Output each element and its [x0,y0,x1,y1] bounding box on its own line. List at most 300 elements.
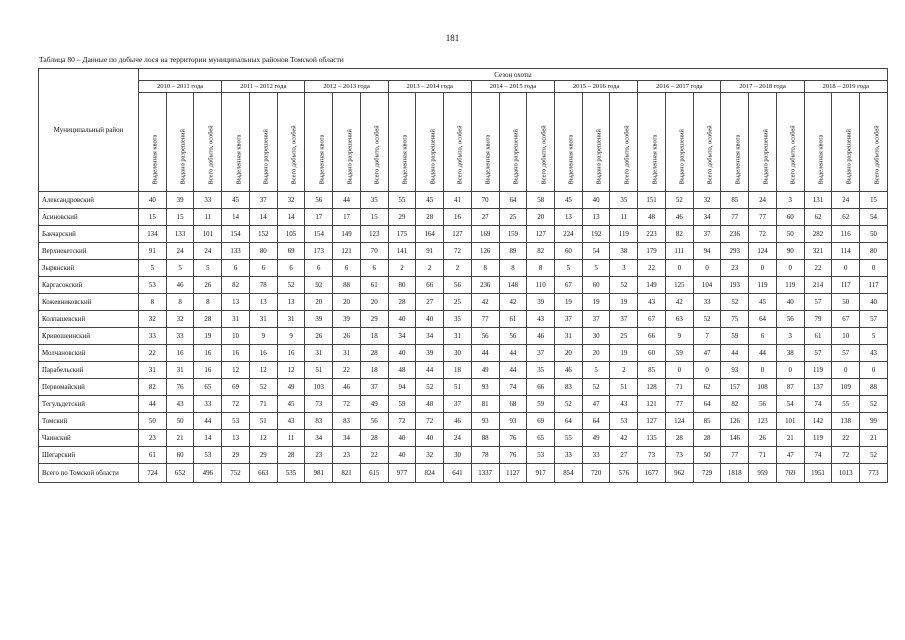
table-cell: 56 [776,311,804,328]
table-cell: 69 [527,413,555,430]
table-cell: 28 [388,294,416,311]
table-cell: 5 [194,260,222,277]
table-cell: 57 [804,345,832,362]
table-cell: 37 [693,226,721,243]
total-label: Всего по Томской области [39,464,139,483]
table-cell: 917 [527,464,555,483]
table-cell: 64 [499,192,527,209]
table-cell: 82 [139,379,167,396]
table-cell: 76 [499,447,527,464]
table-cell: 109 [832,379,860,396]
sub-column-header [499,93,527,192]
table-row [39,362,888,379]
table-cell: 0 [749,260,777,277]
table-cell: 321 [804,243,832,260]
table-cell: 66 [527,379,555,396]
table-row [39,328,888,345]
table-cell: 959 [749,464,777,483]
table-cell: 91 [416,243,444,260]
table-cell: 40 [388,430,416,447]
table-cell: 128 [638,379,666,396]
table-cell: 21 [860,430,888,447]
table-cell: 38 [776,345,804,362]
table-cell: 78 [249,277,277,294]
table-cell: 282 [804,226,832,243]
table-cell: 80 [249,243,277,260]
table-cell: 39 [416,345,444,362]
table-cell: 116 [832,226,860,243]
table-cell: 32 [416,447,444,464]
table-cell: 119 [749,277,777,294]
municipality-name: Колпашевский [39,311,139,328]
table-cell: 64 [749,311,777,328]
table-cell: 26 [333,328,361,345]
table-cell: 12 [277,362,305,379]
table-cell: 42 [610,430,638,447]
table-cell: 64 [555,413,583,430]
sub-column-header [693,93,721,192]
table-row [39,311,888,328]
table-cell: 49 [582,430,610,447]
season-year-header: 2013 – 2014 года [388,81,471,93]
table-row [39,345,888,362]
table-cell: 32 [693,192,721,209]
table-cell: 37 [527,345,555,362]
table-row [39,379,888,396]
table-cell: 5 [860,328,888,345]
table-cell: 33 [693,294,721,311]
table-cell: 10 [222,328,250,345]
table-cell: 39 [305,311,333,328]
sub-column-header [305,93,333,192]
sub-column-header [333,93,361,192]
sub-column-header [471,93,499,192]
table-cell: 141 [388,243,416,260]
table-cell: 29 [388,209,416,226]
table-cell: 34 [388,328,416,345]
table-cell: 64 [582,413,610,430]
table-cell: 127 [444,226,472,243]
table-cell: 142 [804,413,832,430]
table-cell: 123 [360,226,388,243]
municipality-name: Верхнекетский [39,243,139,260]
table-cell: 43 [166,396,194,413]
table-cell: 44 [333,192,361,209]
table-cell: 44 [721,345,749,362]
municipality-name: Шегарский [39,447,139,464]
table-cell: 30 [444,447,472,464]
table-cell: 11 [194,209,222,226]
table-cell: 824 [416,464,444,483]
table-cell: 981 [305,464,333,483]
table-cell: 8 [471,260,499,277]
table-cell: 49 [277,379,305,396]
table-cell: 76 [166,379,194,396]
table-cell: 108 [749,379,777,396]
sub-column-label: Выдано разрешений [179,129,187,185]
table-cell: 2 [388,260,416,277]
table-cell: 56 [305,192,333,209]
table-cell: 55 [832,396,860,413]
table-cell: 56 [471,328,499,345]
table-cell: 53 [610,413,638,430]
table-cell: 22 [360,447,388,464]
table-cell: 8 [139,294,167,311]
table-cell: 40 [860,294,888,311]
table-cell: 72 [333,396,361,413]
table-cell: 236 [721,226,749,243]
table-cell: 8 [527,260,555,277]
table-cell: 159 [499,226,527,243]
table-cell: 59 [388,396,416,413]
sub-column-label: Выделенная квота [567,134,575,185]
sub-column-label: Выделенная квота [651,134,659,185]
table-cell: 44 [499,345,527,362]
table-cell: 16 [166,345,194,362]
table-cell: 83 [555,379,583,396]
sub-column-label: Выдано разрешений [678,129,686,185]
table-cell: 101 [194,226,222,243]
table-cell: 2 [610,362,638,379]
table-cell: 42 [665,294,693,311]
table-cell: 61 [360,277,388,294]
table-cell: 164 [416,226,444,243]
sub-column-label: Выдано разрешений [429,129,437,185]
table-cell: 31 [222,311,250,328]
table-cell: 67 [832,311,860,328]
table-cell: 138 [832,413,860,430]
table-cell: 8 [499,260,527,277]
table-cell: 94 [693,243,721,260]
table-cell: 46 [527,328,555,345]
table-cell: 34 [693,209,721,226]
table-cell: 72 [444,243,472,260]
sub-column-header [527,93,555,192]
table-cell: 20 [305,294,333,311]
table-cell: 94 [388,379,416,396]
table-cell: 53 [527,447,555,464]
table-cell: 2 [416,260,444,277]
table-cell: 29 [360,311,388,328]
season-year-header: 2018 – 2019 года [804,81,887,93]
table-cell: 15 [139,209,167,226]
table-cell: 7 [693,328,721,345]
sub-column-header [804,93,832,192]
table-cell: 154 [305,226,333,243]
table-cell: 121 [333,243,361,260]
total-row [39,464,888,483]
table-cell: 56 [360,413,388,430]
table-cell: 60 [555,243,583,260]
table-cell: 52 [582,379,610,396]
table-cell: 0 [776,362,804,379]
table-cell: 28 [360,430,388,447]
table-cell: 1337 [471,464,499,483]
table-cell: 39 [166,192,194,209]
table-cell: 27 [610,447,638,464]
table-cell: 62 [832,209,860,226]
table-cell: 23 [139,430,167,447]
table-cell: 37 [582,311,610,328]
table-cell: 3 [610,260,638,277]
table-cell: 729 [693,464,721,483]
table-cell: 5 [166,260,194,277]
table-cell: 48 [638,209,666,226]
table-cell: 0 [665,362,693,379]
season-year-header: 2010 – 2011 года [139,81,222,93]
table-cell: 31 [305,345,333,362]
municipality-name: Молчановский [39,345,139,362]
table-cell: 137 [804,379,832,396]
table-cell: 57 [860,311,888,328]
municipality-name: Кривошеинский [39,328,139,345]
table-cell: 126 [471,243,499,260]
table-cell: 53 [194,447,222,464]
table-cell: 31 [249,311,277,328]
page-number: 181 [445,33,460,43]
table-cell: 32 [139,311,167,328]
table-cell: 214 [804,277,832,294]
table-cell: 49 [360,396,388,413]
table-cell: 18 [360,328,388,345]
sub-column-header [860,93,888,192]
table-cell: 50 [832,294,860,311]
table-cell: 126 [721,413,749,430]
table-cell: 44 [749,345,777,362]
table-cell: 60 [776,209,804,226]
table-cell: 103 [305,379,333,396]
table-cell: 6 [333,260,361,277]
table-cell: 54 [860,209,888,226]
table-cell: 60 [638,345,666,362]
sub-column-label: Выделенная квота [734,134,742,185]
table-cell: 70 [471,192,499,209]
table-cell: 0 [749,362,777,379]
table-cell: 13 [222,294,250,311]
table-cell: 87 [776,379,804,396]
table-cell: 0 [693,260,721,277]
sub-column-label: Всего добыто, особей [789,125,797,185]
table-cell: 105 [277,226,305,243]
table-cell: 59 [721,328,749,345]
table-cell: 5 [582,260,610,277]
table-cell: 78 [471,447,499,464]
table-cell: 134 [139,226,167,243]
table-cell: 40 [139,192,167,209]
table-cell: 47 [776,447,804,464]
table-cell: 60 [582,277,610,294]
table-cell: 26 [194,277,222,294]
table-cell: 39 [527,294,555,311]
table-cell: 20 [333,294,361,311]
season-year-header: 2011 – 2012 года [222,81,305,93]
table-cell: 175 [388,226,416,243]
table-cell: 49 [471,362,499,379]
table-cell: 854 [555,464,583,483]
table-cell: 50 [693,447,721,464]
sub-column-header [277,93,305,192]
table-cell: 119 [776,277,804,294]
table-cell: 2 [444,260,472,277]
table-row [39,430,888,447]
table-cell: 67 [555,277,583,294]
sub-column-header [749,93,777,192]
table-cell: 15 [166,209,194,226]
table-cell: 79 [804,311,832,328]
table-cell: 40 [776,294,804,311]
table-cell: 224 [555,226,583,243]
table-cell: 44 [139,396,167,413]
table-cell: 72 [222,396,250,413]
table-cell: 24 [749,192,777,209]
table-cell: 769 [776,464,804,483]
table-cell: 65 [527,430,555,447]
table-cell: 124 [749,243,777,260]
table-cell: 75 [721,311,749,328]
table-cell: 24 [166,243,194,260]
table-cell: 38 [610,243,638,260]
table-cell: 46 [665,209,693,226]
table-cell: 89 [499,243,527,260]
table-cell: 193 [721,277,749,294]
table-cell: 3 [776,192,804,209]
table-cell: 22 [333,362,361,379]
table-cell: 14 [194,430,222,447]
table-cell: 77 [749,209,777,226]
table-cell: 90 [776,243,804,260]
table-cell: 31 [166,362,194,379]
table-cell: 35 [527,362,555,379]
sub-column-label: Всего добыто, особей [623,125,631,185]
table-cell: 26 [749,430,777,447]
sub-column-label: Выдано разрешений [845,129,853,185]
sub-column-label: Выдано разрешений [762,129,770,185]
sub-column-header [444,93,472,192]
table-cell: 52 [860,447,888,464]
table-cell: 720 [582,464,610,483]
table-cell: 151 [638,192,666,209]
table-cell: 73 [305,396,333,413]
table-cell: 13 [582,209,610,226]
table-cell: 535 [277,464,305,483]
table-cell: 34 [305,430,333,447]
table-cell: 59 [527,396,555,413]
table-cell: 22 [139,345,167,362]
table-cell: 0 [832,260,860,277]
table-cell: 28 [416,209,444,226]
table-cell: 85 [721,192,749,209]
table-cell: 88 [471,430,499,447]
table-cell: 51 [444,379,472,396]
table-cell: 119 [804,430,832,447]
table-cell: 40 [416,311,444,328]
sub-column-header [360,93,388,192]
table-cell: 80 [388,277,416,294]
table-cell: 32 [166,311,194,328]
table-cell: 37 [444,396,472,413]
table-cell: 135 [638,430,666,447]
table-cell: 31 [444,328,472,345]
table-cell: 51 [249,413,277,430]
table-cell: 14 [222,209,250,226]
table-cell: 5 [139,260,167,277]
table-cell: 37 [360,379,388,396]
table-cell: 68 [499,396,527,413]
municipality-name: Тегульдетский [39,396,139,413]
table-cell: 23 [305,447,333,464]
table-cell: 119 [804,362,832,379]
table-cell: 37 [555,311,583,328]
table-cell: 1818 [721,464,749,483]
table-cell: 27 [471,209,499,226]
table-cell: 101 [776,413,804,430]
table-cell: 30 [582,328,610,345]
table-cell: 32 [277,192,305,209]
table-cell: 20 [360,294,388,311]
table-cell: 72 [416,413,444,430]
table-cell: 61 [499,311,527,328]
sub-column-label: Всего добыто, особей [373,125,381,185]
table-cell: 121 [638,396,666,413]
table-cell: 67 [638,311,666,328]
table-cell: 17 [333,209,361,226]
municipality-name: Чаинский [39,430,139,447]
table-cell: 46 [166,277,194,294]
table-cell: 13 [555,209,583,226]
table-cell: 35 [360,192,388,209]
municipality-column-header: Муниципальный район [39,69,139,192]
table-cell: 47 [582,396,610,413]
table-cell: 14 [277,209,305,226]
table-cell: 127 [638,413,666,430]
table-cell: 117 [832,277,860,294]
table-cell: 57 [804,294,832,311]
table-cell: 773 [860,464,888,483]
table-cell: 19 [582,294,610,311]
table-cell: 0 [693,362,721,379]
table-cell: 41 [444,192,472,209]
table-cell: 6 [222,260,250,277]
table-cell: 641 [444,464,472,483]
sub-column-header [832,93,860,192]
table-cell: 33 [139,328,167,345]
table-cell: 0 [860,260,888,277]
table-cell: 0 [776,260,804,277]
table-cell: 752 [222,464,250,483]
sub-column-header [166,93,194,192]
table-cell: 43 [610,396,638,413]
table-cell: 6 [749,328,777,345]
table-cell: 0 [832,362,860,379]
table-cell: 1677 [638,464,666,483]
season-year-header: 2017 – 2018 года [721,81,804,93]
table-cell: 33 [555,447,583,464]
table-cell: 71 [665,379,693,396]
table-cell: 31 [555,328,583,345]
table-cell: 93 [471,379,499,396]
table-cell: 13 [277,294,305,311]
sub-column-label: Выдано разрешений [262,129,270,185]
table-cell: 21 [776,430,804,447]
table-cell: 16 [194,362,222,379]
table-cell: 1951 [804,464,832,483]
table-cell: 44 [416,362,444,379]
table-cell: 11 [277,430,305,447]
table-row [39,209,888,226]
table-cell: 43 [527,311,555,328]
table-row [39,413,888,430]
table-cell: 43 [638,294,666,311]
